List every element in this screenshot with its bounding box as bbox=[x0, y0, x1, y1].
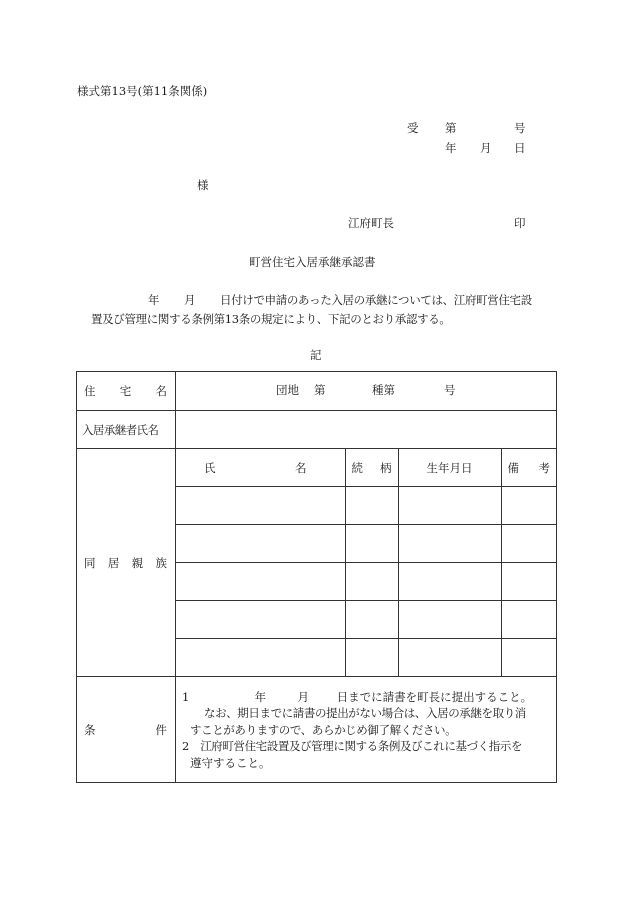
col-header-name: 氏 名 bbox=[176, 449, 345, 487]
dai-label: 第 bbox=[314, 383, 326, 397]
family-grid bbox=[176, 449, 556, 676]
family-remarks-cell[interactable] bbox=[501, 487, 556, 525]
family-row bbox=[176, 601, 556, 639]
row-conditions bbox=[77, 677, 557, 783]
family-name-cell[interactable] bbox=[176, 639, 345, 677]
label-successor-name: 入居承継者氏名 bbox=[77, 411, 176, 449]
col-header-birthdate: 生年月日 bbox=[398, 449, 501, 487]
family-row bbox=[176, 525, 556, 563]
ki-heading: 記 bbox=[310, 348, 322, 362]
form-code: 様式第13号(第11条関係) bbox=[77, 84, 208, 98]
row-successor bbox=[77, 411, 557, 449]
col-header-relation: 続 柄 bbox=[345, 449, 398, 487]
label-cohabiting-family: 同 居 親 族 bbox=[77, 449, 176, 677]
housing-name-field[interactable] bbox=[176, 372, 557, 411]
go-label: 号 bbox=[444, 383, 456, 397]
row-housing bbox=[77, 372, 557, 411]
body-line1: 日付けで申請のあった入居の承継については、江府町営住宅設 bbox=[220, 293, 532, 307]
receipt-go: 号 bbox=[514, 121, 526, 135]
label-conditions: 条 件 bbox=[77, 677, 176, 783]
body-month: 月 bbox=[184, 293, 196, 307]
family-relation-cell[interactable] bbox=[345, 601, 398, 639]
family-name-cell[interactable] bbox=[176, 525, 345, 563]
family-birthdate-cell[interactable] bbox=[398, 525, 501, 563]
receipt-uke: 受 bbox=[407, 121, 419, 135]
row-family bbox=[77, 449, 557, 677]
addressee-sama: 様 bbox=[197, 178, 209, 192]
conditions-text bbox=[176, 677, 557, 783]
family-remarks-cell[interactable] bbox=[501, 525, 556, 563]
document-title: 町営住宅入居承継承認書 bbox=[249, 255, 376, 269]
family-relation-cell[interactable] bbox=[345, 563, 398, 601]
shudai-label: 種第 bbox=[372, 383, 395, 397]
condition-2-line2: 遵守すること。 bbox=[190, 755, 271, 770]
condition-1-note-line2: すことがありますので、あらかじめ御了解ください。 bbox=[190, 722, 457, 737]
family-relation-cell[interactable] bbox=[345, 639, 398, 677]
body-year: 年 bbox=[148, 293, 160, 307]
family-remarks-cell[interactable] bbox=[501, 601, 556, 639]
date-month: 月 bbox=[480, 141, 492, 155]
family-name-cell[interactable] bbox=[176, 601, 345, 639]
seal-mark: 印 bbox=[514, 216, 526, 230]
family-relation-cell[interactable] bbox=[345, 487, 398, 525]
family-header-row bbox=[176, 449, 556, 487]
family-grid-cell bbox=[176, 449, 557, 677]
family-relation-cell[interactable] bbox=[345, 525, 398, 563]
family-birthdate-cell[interactable] bbox=[398, 639, 501, 677]
condition-2: 2 江府町営住宅設置及び管理に関する条例及びこれに基づく指示を bbox=[182, 739, 523, 754]
date-day: 日 bbox=[514, 141, 526, 155]
receipt-dai: 第 bbox=[445, 121, 457, 135]
col-header-remarks: 備 考 bbox=[501, 449, 556, 487]
condition-1-note-line1: なお、期日までに請書の提出がない場合は、入居の承継を取り消 bbox=[204, 706, 526, 721]
label-housing-name: 住 宅 名 bbox=[77, 372, 176, 411]
family-birthdate-cell[interactable] bbox=[398, 601, 501, 639]
family-row bbox=[176, 563, 556, 601]
body-line2: 置及び管理に関する条例第13条の規定により、下記のとおり承認する。 bbox=[91, 312, 451, 326]
family-remarks-cell[interactable] bbox=[501, 563, 556, 601]
condition-1: 1 年 月 日までに請書を町長に提出すること。 bbox=[182, 689, 533, 704]
family-name-cell[interactable] bbox=[176, 487, 345, 525]
successor-name-field[interactable] bbox=[176, 411, 557, 449]
approval-form-table bbox=[76, 371, 557, 783]
family-birthdate-cell[interactable] bbox=[398, 487, 501, 525]
date-year: 年 bbox=[445, 141, 457, 155]
family-birthdate-cell[interactable] bbox=[398, 563, 501, 601]
family-row bbox=[176, 487, 556, 525]
family-remarks-cell[interactable] bbox=[501, 639, 556, 677]
family-name-cell[interactable] bbox=[176, 563, 345, 601]
danchi-label: 団地 bbox=[276, 383, 299, 397]
issuer-name: 江府町長 bbox=[348, 216, 394, 230]
family-row bbox=[176, 639, 556, 677]
